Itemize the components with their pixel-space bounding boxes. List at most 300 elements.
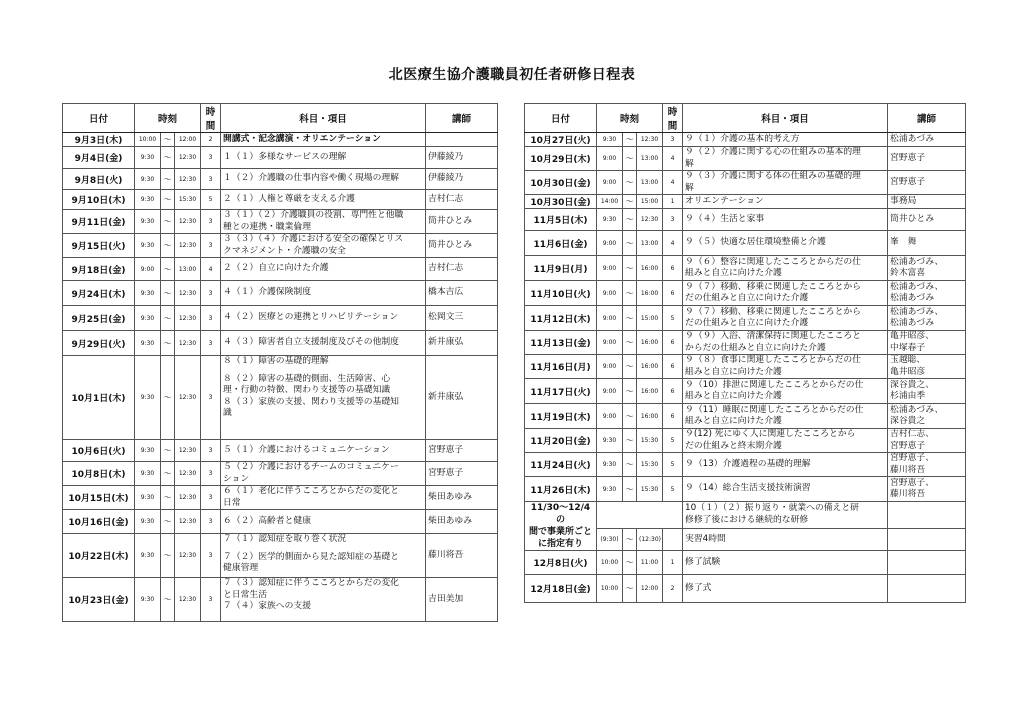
subject-cell [683,502,888,529]
end-time-cell: 12:30 [637,209,663,231]
text-line: ９（７）移動、移乗に関連したこころとから [685,281,861,292]
instructor-cell [888,281,966,306]
text-line: 橋本吉広 [428,287,464,298]
hours-cell: 2 [663,575,683,603]
start-time-cell: 9:30 [135,534,161,578]
text-line: ９（４）生活と家事 [685,213,765,224]
instructor-cell [426,210,498,234]
table-row [525,477,966,502]
text-line: 種との連携・職業倫理 [223,221,311,232]
date-cell: 9月3日(木) [63,133,135,147]
start-time-cell: 9:00 [597,355,623,379]
start-time-cell: 9:30 [135,486,161,510]
start-time-cell: 9:00 [597,147,623,171]
instructor-cell [888,133,966,147]
text-line: だの仕組みと自立に向けた介護 [685,318,809,328]
subject-cell [683,231,888,256]
instructor-cell [888,231,966,256]
subject-cell: 実習4時間 [683,528,888,550]
text-line: ９（８）食事に関連したこころとからだの仕 [685,355,861,365]
start-time-cell: (9:30) [597,528,623,550]
instructor-cell [888,502,966,529]
text-line: ６（２）高齢者と健康 [223,515,311,526]
table-row [525,429,966,453]
text-line: 鈴木富喜 [890,268,926,278]
hours-cell: 3 [201,462,221,486]
text-line [890,560,963,566]
start-time-cell: 9:30 [135,440,161,462]
instructor-cell [888,404,966,429]
start-time-cell: 9:30 [597,429,623,453]
hours-cell: 3 [663,133,683,147]
table-row [525,281,966,306]
text-line: 筒井ひとみ [428,239,473,250]
text-line: ７（１）認知症を取り巻く状況 [223,534,347,544]
table-row [63,356,498,440]
text-line: 吉村仁志 [428,193,464,204]
end-time-cell: 16:00 [637,379,663,404]
start-time-cell: 9:00 [597,171,623,195]
text-line: 亀井昭彦、 [890,331,935,341]
date-cell: 10月15日(木) [63,486,135,510]
text-line: 藤川将吾 [428,549,464,560]
subject-cell [221,234,426,258]
text-line: ９（９）入浴、清潔保持に関連したこころと [685,331,861,341]
text-line: 松浦あづみ、 [890,256,944,267]
tilde-cell: ～ [161,486,175,510]
subject-cell [683,147,888,171]
instructor-cell [888,379,966,404]
end-time-cell: 12:30 [175,210,201,234]
tilde-cell: ～ [623,575,637,603]
instructor-cell [426,462,498,486]
hours-cell: 3 [201,440,221,462]
start-time-cell: 9:30 [135,331,161,356]
hours-cell: 1 [663,551,683,575]
schedule-table-right [524,103,966,603]
text-line: 松浦あづみ [890,293,935,303]
hours-cell: 6 [663,281,683,306]
tilde-cell: ～ [161,578,175,622]
end-time-cell: 16:00 [637,281,663,306]
tilde-cell: ～ [623,281,637,306]
instructor-cell [426,578,498,622]
table-row [525,379,966,404]
date-cell: 10月6日(火) [63,440,135,462]
hours-cell: 3 [201,147,221,169]
end-time-cell: 12:30 [175,578,201,622]
text-line: １（２）介護職の仕事内容や働く現場の理解 [223,173,399,184]
header-hours: 時間 [663,104,683,133]
instructor-cell [426,234,498,258]
time-cell [597,502,683,529]
instructor-cell [888,453,966,477]
table-row [525,575,966,603]
text-line: 松浦あづみ、 [890,306,944,317]
end-time-cell: 15:30 [637,429,663,453]
hours-cell: 3 [201,534,221,578]
text-line: 伊藤綾乃 [428,173,464,184]
text-line: ９（10）排泄に関連したこころとからだの仕 [685,379,864,390]
subject-cell [683,429,888,453]
instructor-cell [888,171,966,195]
end-time-cell: 12:30 [175,462,201,486]
text-line: ２（１）人権と尊厳を支える介護 [223,193,355,204]
end-time-cell: 16:00 [637,256,663,281]
instructor-cell [888,477,966,502]
date-cell: 9月8日(火) [63,169,135,190]
end-time-cell: 12:30 [175,147,201,169]
table-row [525,209,966,231]
end-time-cell: 13:00 [637,231,663,256]
text-line: 修了試験 [685,556,721,567]
subject-cell [683,331,888,355]
end-time-cell: 12:30 [175,331,201,356]
text-line: 組みと自立に向けた介護 [685,366,782,377]
text-line: 筒井ひとみ [890,213,935,224]
tilde-cell: ～ [623,231,637,256]
instructor-cell [426,440,498,462]
start-time-cell: 9:00 [597,281,623,306]
text-line: 健康管理 [223,563,259,573]
table-row [63,440,498,462]
page-title: 北医療生協介護職員初任者研修日程表 [388,67,636,83]
text-line: ９（３）介護に関する体の仕組みの基礎的理 [685,171,861,181]
start-time-cell: 9:00 [597,306,623,331]
text-line: 玉越聡、 [890,355,926,365]
date-cell: 10月27日(火) [525,133,597,147]
table-row [525,256,966,281]
table-row [63,190,498,210]
hours-cell: 5 [663,429,683,453]
text-line: 宮野恵子、 [890,477,935,488]
text-line: 11/30～12/4の [530,503,591,525]
hours-cell: 4 [663,147,683,171]
end-time-cell: 12:30 [175,440,201,462]
date-cell: 11月16日(月) [525,355,597,379]
tilde-cell: ～ [161,133,175,147]
text-line: 宮野恵子 [428,444,464,455]
end-time-cell: 12:30 [175,486,201,510]
subject-cell [683,171,888,195]
table-row [63,510,498,534]
instructor-cell [426,133,498,147]
date-cell: 11月10日(火) [525,281,597,306]
instructor-cell [426,147,498,169]
subject-cell [221,258,426,281]
start-time-cell: 9:30 [597,453,623,477]
subject-cell [683,551,888,575]
table-row [525,306,966,331]
end-time-cell: 15:30 [637,453,663,477]
subject-cell [683,379,888,404]
date-cell: 11月24日(火) [525,453,597,477]
date-cell: 10月23日(金) [63,578,135,622]
tilde-cell: ～ [161,356,175,440]
text-line: ４（２）医療との連携とリハビリテーション [223,312,399,323]
table-row [63,147,498,169]
end-time-cell: 12:30 [175,169,201,190]
subject-cell [221,169,426,190]
text-line: に指定有り [537,539,583,549]
subject-cell [221,462,426,486]
tilde-cell: ～ [623,453,637,477]
hours-cell: 3 [201,169,221,190]
tilde-cell: ～ [623,133,637,147]
table-row [525,355,966,379]
date-cell: 10月1日(木) [63,356,135,440]
end-time-cell: 13:00 [637,171,663,195]
text-line: 事務局 [890,195,917,206]
hours-cell: 3 [201,306,221,331]
text-line: ９（14）総合生活支援技術演習 [685,483,811,494]
start-time-cell: 9:30 [135,306,161,331]
subject-cell [683,355,888,379]
text-line: 新井康弘 [428,391,464,402]
start-time-cell: 9:30 [135,210,161,234]
subject-cell [221,534,426,578]
hours-cell: 3 [201,356,221,440]
start-time-cell: 9:00 [597,404,623,429]
text-line: 吉村仁志、 [890,429,935,439]
date-cell: 10月30日(金) [525,171,597,195]
text-line: 間で事業所ごと [528,527,592,537]
subject-cell [683,281,888,306]
text-line: 宮野恵子 [890,176,926,187]
instructor-cell [426,281,498,306]
header-date: 日付 [63,104,135,133]
instructor-cell [888,429,966,453]
hours-cell: 3 [201,486,221,510]
hours-cell: 6 [663,379,683,404]
table-row [525,453,966,477]
tilde-cell: ～ [623,528,637,550]
text-line: ８（２）障害の基礎的側面、生活障害、心 [223,373,391,384]
instructor-cell [426,331,498,356]
end-time-cell: 12:30 [175,281,201,306]
text-line: 組みと自立に向けた介護 [685,391,782,401]
date-cell: 11月20日(金) [525,429,597,453]
schedule-table-left [62,103,498,622]
start-time-cell: 9:00 [597,331,623,355]
header-date: 日付 [525,104,597,133]
start-time-cell: 9:00 [597,256,623,281]
subject-cell [683,575,888,603]
header-time: 時刻 [135,104,201,133]
tilde-cell: ～ [623,256,637,281]
text-line [428,140,495,146]
text-line: からだの仕組みと自立に向けた介護 [685,342,826,353]
date-cell: 10月16日(金) [63,510,135,534]
text-line: 松浦あづみ [890,133,935,144]
start-time-cell: 9:30 [135,190,161,210]
hours-cell: 3 [201,331,221,356]
instructor-cell [888,528,966,550]
start-time-cell: 9:00 [597,379,623,404]
text-line: 柴田あゆみ [428,515,473,526]
subject-cell [221,306,426,331]
tilde-cell: ～ [623,171,637,195]
subject-cell [221,510,426,534]
text-line: 松浦あづみ、 [890,404,944,415]
start-time-cell: 10:00 [597,551,623,575]
tilde-cell: ～ [161,306,175,331]
end-time-cell: 16:00 [637,331,663,355]
start-time-cell: 9:30 [597,209,623,231]
start-time-cell: 9:00 [135,258,161,281]
instructor-cell [888,147,966,171]
text-line: オリエンテーション [685,195,764,206]
tilde-cell: ～ [623,551,637,575]
hours-cell: 4 [201,258,221,281]
hours-cell: 3 [201,210,221,234]
tilde-cell: ～ [623,209,637,231]
start-time-cell: 9:30 [597,477,623,502]
start-time-cell: 9:00 [597,231,623,256]
header-instructor: 講師 [888,104,966,133]
start-time-cell: 9:30 [135,356,161,440]
text-line: ９（11）睡眠に関連したこころとからだの仕 [685,404,864,415]
tilde-cell: ～ [623,147,637,171]
hours-cell: 3 [663,209,683,231]
hours-cell: 3 [201,281,221,306]
subject-cell [221,440,426,462]
text-line: 筒井ひとみ [428,215,473,226]
tilde-cell: ～ [161,234,175,258]
text-line: ３（１）（２）介護職員の役割、専門性と他職 [223,210,404,220]
subject-cell [683,453,888,477]
table-row [63,133,498,147]
text-line: 亀井昭彦 [890,366,926,377]
subject-cell [683,209,888,231]
hours-cell: 5 [663,306,683,331]
tilde-cell: ～ [161,147,175,169]
date-cell: 9月15日(火) [63,234,135,258]
subject-cell [683,306,888,331]
tilde-cell: ～ [161,440,175,462]
text-line: 組みと自立に向けた介護 [685,416,782,426]
start-time-cell: 10:00 [135,133,161,147]
text-line: と日常生活 [223,589,268,600]
instructor-cell [888,306,966,331]
end-time-cell: (12:30) [637,528,663,550]
text-line: 組みと自立に向けた介護 [685,268,782,278]
text-line: ８（３）家族の支援、関わり支援等の基礎知 [223,396,399,407]
end-time-cell: 13:00 [175,258,201,281]
start-time-cell: 9:30 [597,133,623,147]
table-row [63,234,498,258]
instructor-cell [426,190,498,210]
text-line: ９（２）介護に関する心の仕組みの基本的理 [685,147,861,157]
end-time-cell: 16:00 [637,355,663,379]
start-time-cell: 9:30 [135,578,161,622]
subject-cell [221,356,426,440]
text-line: 吉村仁志 [428,263,464,274]
tilde-cell: ～ [161,510,175,534]
tilde-cell: ～ [623,429,637,453]
date-cell: 9月10日(木) [63,190,135,210]
end-time-cell: 12:30 [175,510,201,534]
end-time-cell: 15:00 [637,306,663,331]
end-time-cell: 16:00 [637,404,663,429]
text-line: 解 [685,158,694,169]
text-line: 伊藤綾乃 [428,151,464,162]
table-row [63,306,498,331]
tilde-cell: ～ [161,331,175,356]
table-row [525,331,966,355]
instructor-cell [888,256,966,281]
text-line: 宮野恵子、 [890,453,935,463]
tilde-cell: ～ [623,477,637,502]
table-row [525,231,966,256]
start-time-cell: 14:00 [597,195,623,209]
subject-cell [221,210,426,234]
text-line: 修修了後における継続的な研修 [685,514,809,525]
text-line: 柴田あゆみ [428,491,473,502]
text-line: ８（１）障害の基礎的理解 [223,356,329,366]
text-line: 中塚春子 [890,342,926,353]
text-line: 藤川将吾 [890,489,926,499]
date-cell: 10月8日(木) [63,462,135,486]
tilde-cell: ～ [161,281,175,306]
start-time-cell: 9:30 [135,234,161,258]
date-cell: 9月25日(金) [63,306,135,331]
tilde-cell: ～ [161,210,175,234]
date-cell: 10月30日(金) [525,195,597,209]
text-line: 識 [223,408,232,418]
text-line: ９（１）介護の基本的考え方 [685,133,800,144]
start-time-cell: 9:30 [135,510,161,534]
hours-cell: 3 [201,510,221,534]
date-cell: 10月29日(木) [525,147,597,171]
table-row [63,169,498,190]
subject-cell [683,477,888,502]
header-subject: 科目・項目 [683,104,888,133]
text-line: ９（13）介護過程の基礎的理解 [685,458,811,469]
text-line: 峯 舞 [890,237,917,248]
text-line: 深谷貴之 [890,416,926,426]
instructor-cell [426,258,498,281]
tilde-cell: ～ [623,306,637,331]
table-row [525,171,966,195]
instructor-cell [426,534,498,578]
text-line: 松浦あづみ、 [890,281,944,292]
table-row [525,404,966,429]
text-line: ２（２）自立に向けた介護 [223,263,329,274]
date-cell: 9月18日(金) [63,258,135,281]
date-cell: 9月11日(金) [63,210,135,234]
text-line: 深谷貴之、 [890,379,935,390]
hours-cell: 5 [663,453,683,477]
subject-cell [221,486,426,510]
hours-cell: 1 [663,195,683,209]
date-cell: 11月17日(火) [525,379,597,404]
end-time-cell: 12:00 [175,133,201,147]
text-line [890,586,963,592]
end-time-cell: 15:30 [637,477,663,502]
end-time-cell: 15:30 [175,190,201,210]
table-row [63,210,498,234]
table-row [63,578,498,622]
text-line: 杉浦由季 [890,391,926,401]
hours-cell: 6 [663,355,683,379]
tilde-cell: ～ [161,462,175,486]
tilde-cell: ～ [161,169,175,190]
instructor-cell [888,331,966,355]
table-row [525,133,966,147]
end-time-cell: 12:30 [175,534,201,578]
text-line: だの仕組みと自立に向けた介護 [685,293,809,303]
